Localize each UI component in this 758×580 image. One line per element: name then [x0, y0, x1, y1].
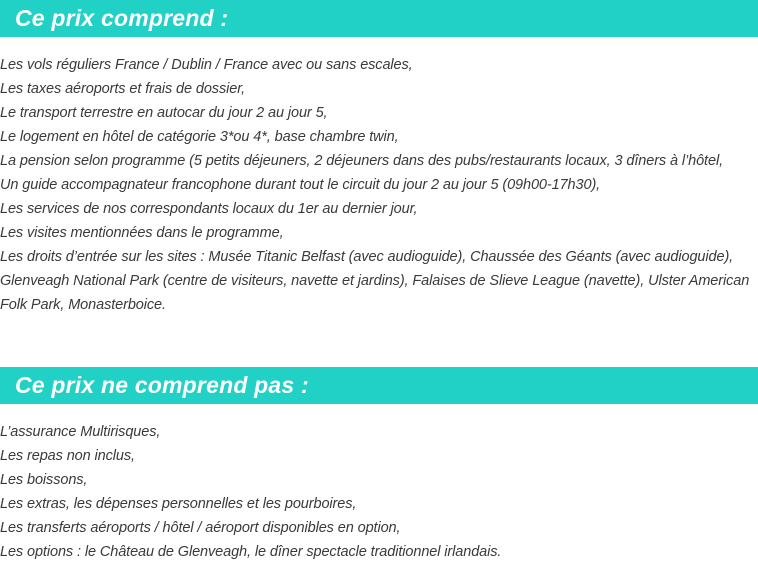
excluded-item-meals: Les repas non inclus,	[0, 448, 135, 464]
excluded-item-options: Les options : le Château de Glenveagh, le dîner spectacle traditionnel irlandais.	[0, 544, 502, 560]
included-item-lodging: Le logement en hôtel de catégorie 3*ou 4*, base chambre twin,	[0, 129, 399, 145]
included-item-entry-fees: Les droits d’entrée sur les sites : Musée Titanic Belfast (avec audioguide), Chaussée des Géants (avec audioguide), Glenveagh National Park (centre de visiteurs, navette et jardins), Falaises de Slieve League (navette), Ulster American Folk Park, Monasterboice.	[0, 249, 750, 313]
included-item-visits: Les visites mentionnées dans le programme,	[0, 225, 284, 241]
included-item-transport: Le transport terrestre en autocar du jour 2 au jour 5,	[0, 105, 328, 121]
included-item-taxes: Les taxes aéroports et frais de dossier,	[0, 81, 246, 97]
included-item-flights: Les vols réguliers France / Dublin / France avec ou sans escales,	[0, 57, 413, 73]
excluded-item-drinks: Les boissons,	[0, 472, 88, 488]
included-item-meals: La pension selon programme (5 petits déjeuners, 2 déjeuners dans des pubs/restaurants locaux, 3 dîners à l’hôtel,	[0, 153, 724, 169]
included-item-guide: Un guide accompagnateur francophone durant tout le circuit du jour 2 au jour 5 (09h00-17h30),	[0, 177, 601, 193]
included-item-services: Les services de nos correspondants locaux du 1er au dernier jour,	[0, 201, 418, 217]
excluded-list	[0, 420, 750, 564]
excluded-item-insurance: L’assurance Multirisques,	[0, 424, 161, 440]
included-section-title: Ce prix comprend :	[0, 0, 758, 37]
excluded-section-title: Ce prix ne comprend pas :	[0, 367, 758, 404]
excluded-item-transfers: Les transferts aéroports / hôtel / aéroport disponibles en option,	[0, 520, 401, 536]
included-list	[0, 53, 750, 317]
excluded-item-extras: Les extras, les dépenses personnelles et les pourboires,	[0, 496, 357, 512]
